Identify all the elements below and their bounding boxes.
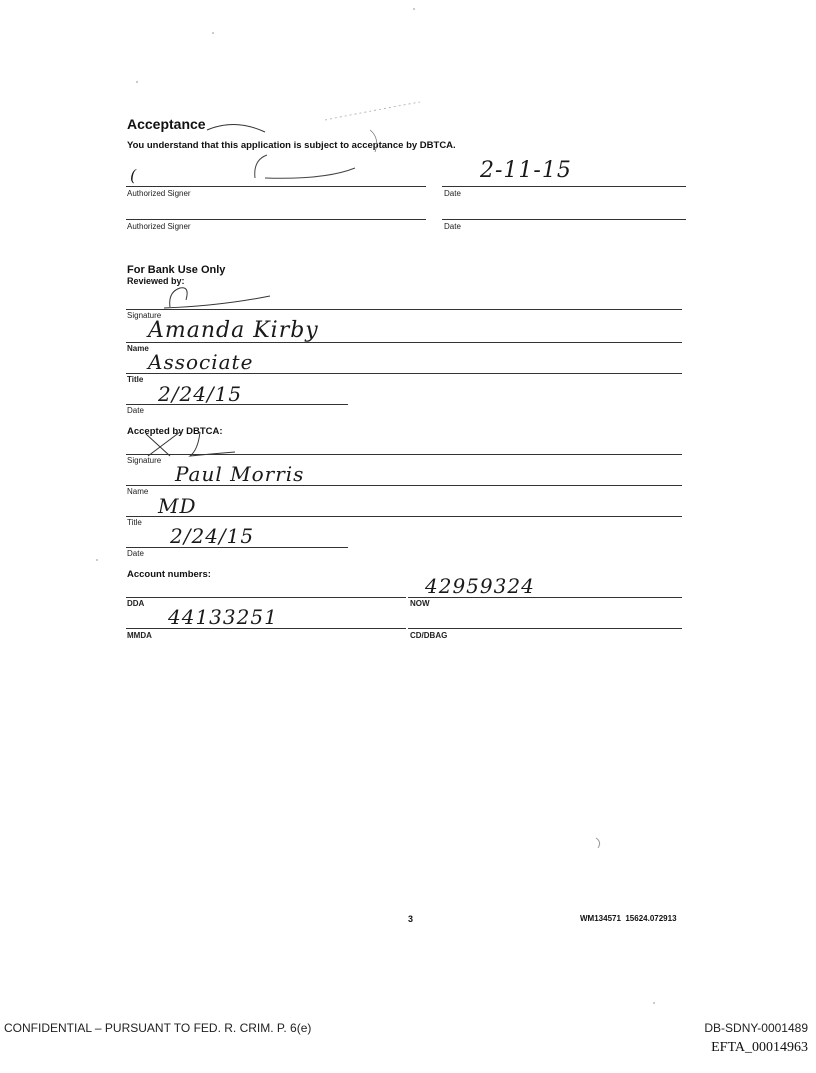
reviewer-title-value: Associate (148, 350, 254, 374)
dda-account-value: 44133251 (168, 605, 278, 629)
date-value-1: 2-11-15 (480, 158, 572, 183)
confidential-notice: CONFIDENTIAL – PURSUANT TO FED. R. CRIM. P. 6(e) (4, 1021, 312, 1035)
stray-mark (594, 836, 606, 850)
reviewer-date-line (126, 404, 348, 405)
cd-line (408, 628, 682, 629)
scan-speck (212, 32, 214, 34)
scan-speck (136, 81, 138, 83)
signature-mark-1: ( (130, 166, 138, 185)
authorized-signer-label-1: Authorized Signer (127, 189, 191, 198)
acceptor-signature-label: Signature (127, 456, 162, 465)
now-line (408, 597, 682, 598)
date-line-2 (442, 219, 686, 220)
reviewer-signature-line (126, 309, 682, 310)
bates-number: DB-SDNY-0001489 (704, 1021, 808, 1035)
signer-line-2 (126, 219, 426, 220)
acceptance-heading: Acceptance (127, 116, 206, 132)
reviewer-signature-mark (160, 282, 280, 312)
acceptance-statement: You understand that this application is subject to acceptance by DBTCA. (127, 140, 456, 151)
authorized-signer-label-2: Authorized Signer (127, 222, 191, 231)
reviewer-name-value: Amanda Kirby (148, 318, 319, 343)
account-numbers-heading: Account numbers: (127, 569, 211, 580)
acceptor-title-line (126, 516, 682, 517)
acceptor-date-label: Date (127, 549, 144, 558)
pen-scribble-mark (205, 100, 435, 190)
date-label-1: Date (444, 189, 461, 198)
acceptor-name-label: Name (127, 487, 149, 496)
reviewer-name-line (126, 342, 682, 343)
now-account-value: 42959324 (425, 574, 535, 598)
page-number: 3 (408, 914, 414, 924)
reviewed-by-label: Reviewed by: (127, 276, 185, 286)
reviewer-signature-label: Signature (127, 311, 162, 320)
reviewer-date-value: 2/24/15 (158, 382, 243, 406)
accepted-heading: Accepted by DBTCA: (127, 426, 223, 437)
reviewer-name-label: Name (127, 344, 149, 353)
scan-speck (96, 559, 98, 561)
mmda-line (126, 628, 406, 629)
acceptor-name-line (126, 485, 682, 486)
reviewer-title-label: Title (127, 375, 144, 384)
now-label: NOW (410, 599, 430, 608)
date-label-2: Date (444, 222, 461, 231)
reviewer-date-label: Date (127, 406, 144, 415)
acceptor-name-value: Paul Morris (175, 462, 305, 486)
acceptor-date-line (126, 547, 348, 548)
bank-use-heading: For Bank Use Only (127, 264, 226, 276)
scan-speck (413, 8, 415, 10)
acceptor-title-value: MD (158, 494, 197, 518)
acceptor-signature-line (126, 454, 682, 455)
document-reference: WM134571 15624.072913 (580, 914, 677, 923)
mmda-label: MMDA (127, 631, 152, 640)
reviewer-title-line (126, 373, 682, 374)
signer-line-1 (126, 186, 426, 187)
dda-line (126, 597, 406, 598)
efta-number: EFTA_00014963 (711, 1040, 808, 1055)
date-line-1 (442, 186, 686, 187)
acceptor-title-label: Title (127, 518, 142, 527)
acceptor-date-value: 2/24/15 (170, 524, 255, 548)
scan-speck (653, 1002, 655, 1004)
cd-dbag-label: CD/DBAG (410, 631, 448, 640)
dda-label: DDA (127, 599, 145, 608)
